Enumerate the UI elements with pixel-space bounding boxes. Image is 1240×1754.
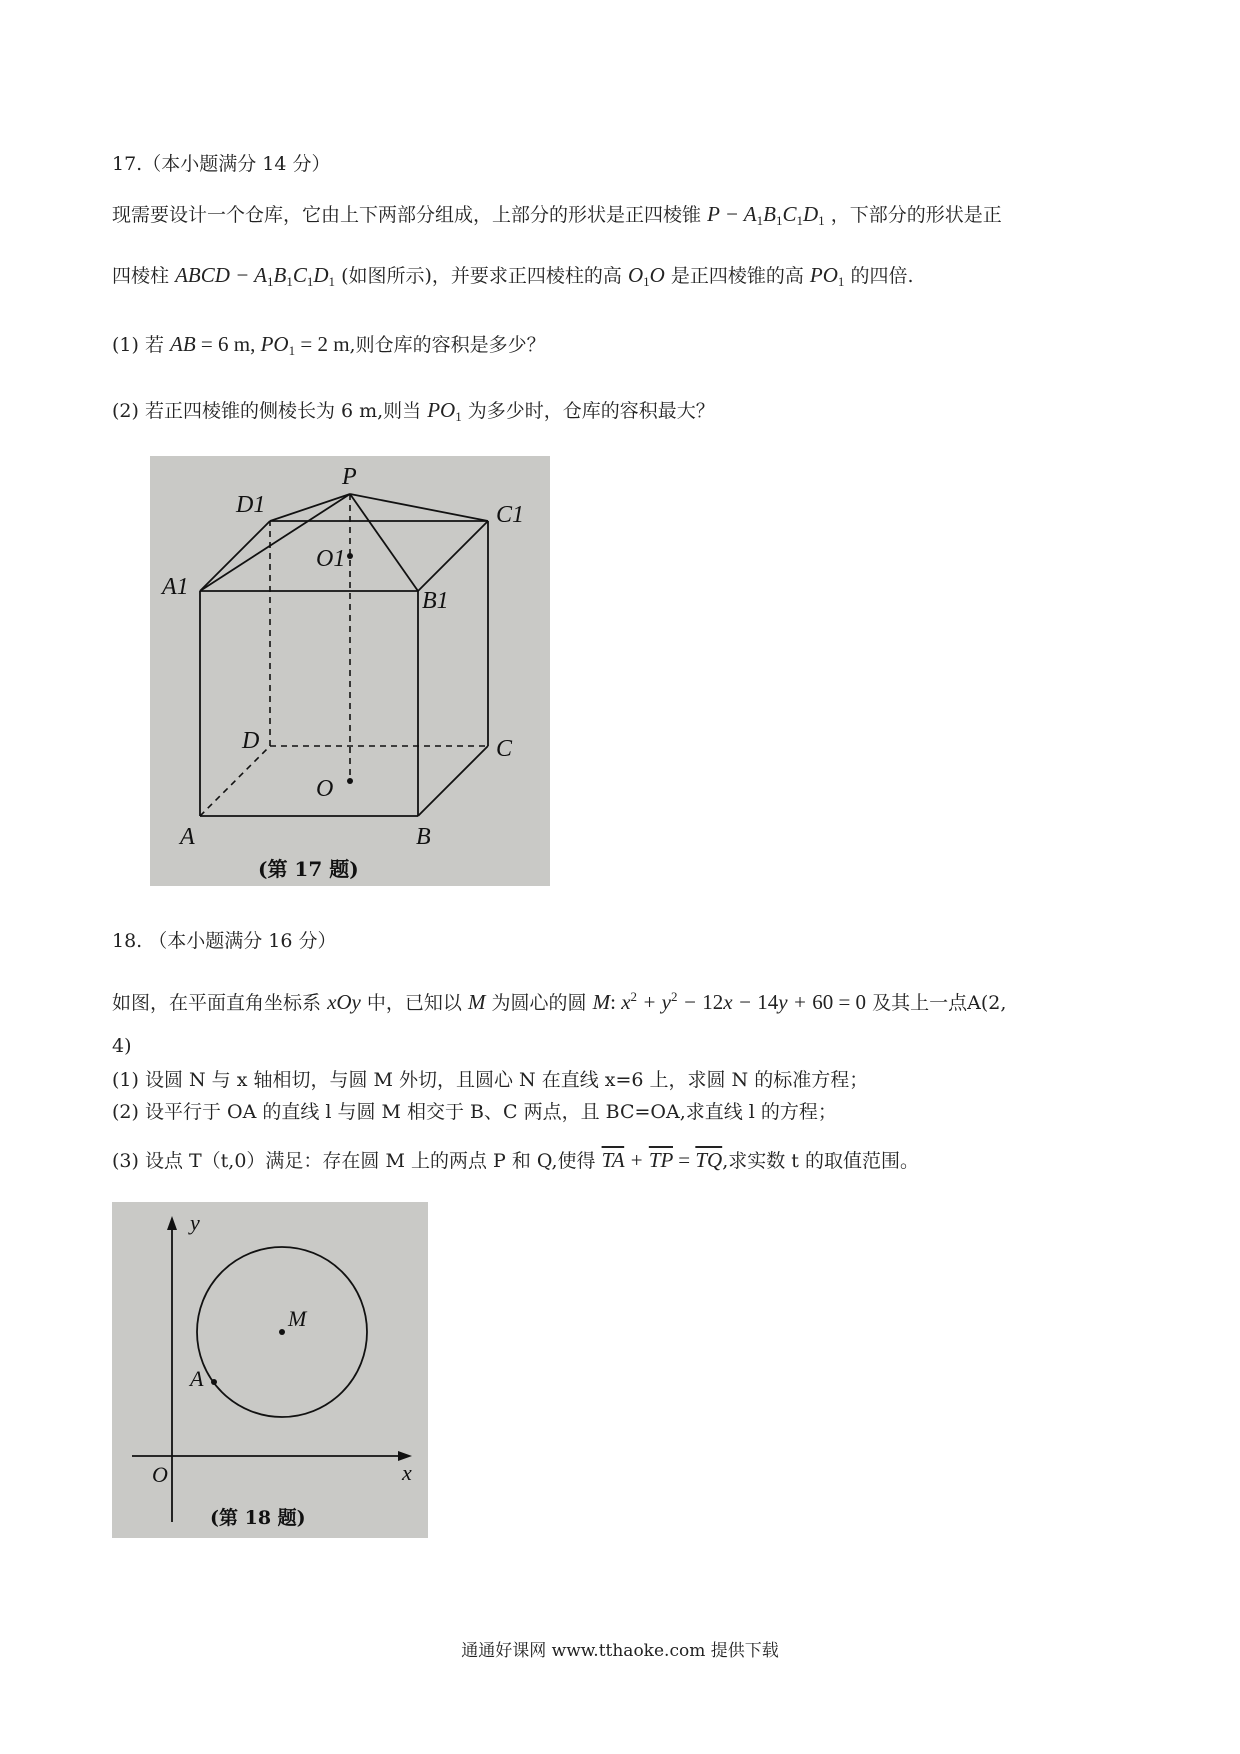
q18-figure-caption: (第 18 题) [210, 1507, 306, 1529]
q17-figure [150, 456, 550, 886]
q18-intro-line-2: 4) [112, 1035, 132, 1057]
prism-formula: ABCD − $A_1B_1C_1D_1$ [175, 263, 336, 289]
q17-part-2-question: 为多少时，仓库的容积最大？ [467, 400, 715, 422]
edge-pc1 [350, 494, 488, 521]
q18-part-3-text-b: ,求实数 t 的取值范围。 [722, 1150, 919, 1172]
label-o: O [152, 1462, 168, 1487]
pyramid-formula: $P - A_1B_1C_1D_1$ [707, 202, 825, 228]
q17-header: 17.（本小题满分 14 分） [112, 153, 331, 175]
label-a1: A1 [162, 574, 189, 600]
label-b1: B1 [422, 588, 449, 614]
q18-intro-text-d: 及其上一点 [872, 992, 968, 1014]
q17-part-1-label: (1) 若 [112, 334, 164, 356]
circle-equation: M: $x^2 + y^2 - 12x - 14y + 60 = 0$ [592, 989, 867, 1014]
q17-figure-caption: (第 17 题) [258, 857, 359, 881]
coordinate-system: xOy [327, 990, 361, 1014]
point-o1 [347, 553, 353, 559]
q18-figure-svg [112, 1202, 428, 1538]
y-axis-arrow [167, 1216, 177, 1230]
vector-equation: $\overline{TA} + \overline{TP} = \overline{TQ}$ [601, 1148, 723, 1172]
q17-part-2-var: $PO_1$ [427, 398, 462, 424]
label-o1: O1 [316, 546, 346, 572]
label-y: y [190, 1210, 200, 1235]
label-c1: C1 [496, 502, 525, 528]
edge-pa1 [200, 494, 350, 591]
q18-intro-text-b: 中，已知以 [366, 992, 462, 1014]
q17-figure-svg [150, 456, 550, 886]
q18-part-1: (1) 设圆 N 与 x 轴相切，与圆 M 外切，且圆心 N 在直线 x=6 上，求圆 N 的标准方程； [112, 1069, 869, 1091]
edge-bc [418, 746, 488, 816]
point-a [211, 1379, 217, 1385]
q18-part-2: (2) 设平行于 OA 的直线 l 与圆 M 相交于 B、C 两点，且 BC=OA,求直线 l 的方程； [112, 1101, 837, 1123]
q17-intro-line-2 [112, 263, 914, 294]
edge-b1c1 [418, 521, 488, 591]
q17-part-1-question: ,则仓库的容积是多少？ [349, 334, 546, 356]
label-c: C [496, 736, 513, 762]
q18-part-3-text-a: (3) 设点 T（t,0）满足：存在圆 M 上的两点 P 和 Q,使得 [112, 1150, 596, 1172]
label-a: A [180, 824, 195, 850]
label-d: D [242, 728, 260, 754]
edge-pb1 [350, 494, 418, 591]
q18-intro-text-c: 为圆心的圆 [491, 992, 587, 1014]
q17-part-1-given: AB = 6 m, $PO_1 = 2$ m [170, 332, 350, 358]
point-o [347, 778, 353, 784]
label-b: B [416, 824, 431, 850]
hidden-edge-ad [200, 746, 270, 816]
q18-intro-text-e: A(2, [967, 992, 1007, 1014]
edge-pd1 [270, 494, 350, 521]
label-o: O [316, 776, 334, 802]
q17-intro-text-5: 是正四棱锥的高 [670, 265, 804, 287]
q17-part-2 [112, 398, 715, 429]
q18-header: 18. （本小题满分 16 分） [112, 930, 337, 952]
label-p: P [342, 464, 357, 490]
center-m: M [467, 990, 486, 1014]
pyramid-height: $PO_1$ [809, 263, 845, 289]
label-a: A [190, 1366, 204, 1391]
q17-intro-line-1 [112, 202, 1002, 233]
q17-part-2-label: (2) 若正四棱锥的侧棱长为 6 m,则当 [112, 400, 422, 422]
q17-intro-text-2: ，下部分的形状是正 [830, 204, 1002, 226]
q17-part-1 [112, 332, 546, 363]
prism-height: $O_1O$ [627, 263, 665, 289]
label-d1: D1 [236, 492, 266, 518]
label-m: M [288, 1306, 307, 1331]
q17-intro-text-3: 四棱柱 [112, 265, 170, 287]
q18-intro-line-1 [112, 985, 1006, 1015]
edge-a1d1 [200, 521, 270, 591]
point-m [279, 1329, 285, 1335]
q18-part-3 [112, 1148, 919, 1173]
q18-figure [112, 1202, 428, 1538]
q17-intro-text-6: 的四倍. [850, 265, 914, 287]
label-x: x [402, 1460, 412, 1485]
footer: 通通好课网 www.tthaoke.com 提供下载 [461, 1641, 779, 1661]
q17-intro-text-1: 现需要设计一个仓库，它由上下两部分组成，上部分的形状是正四棱锥 [112, 204, 702, 226]
q17-intro-text-4: (如图所示)，并要求正四棱柱的高 [341, 265, 622, 287]
q18-intro-text-a: 如图，在平面直角坐标系 [112, 992, 322, 1014]
